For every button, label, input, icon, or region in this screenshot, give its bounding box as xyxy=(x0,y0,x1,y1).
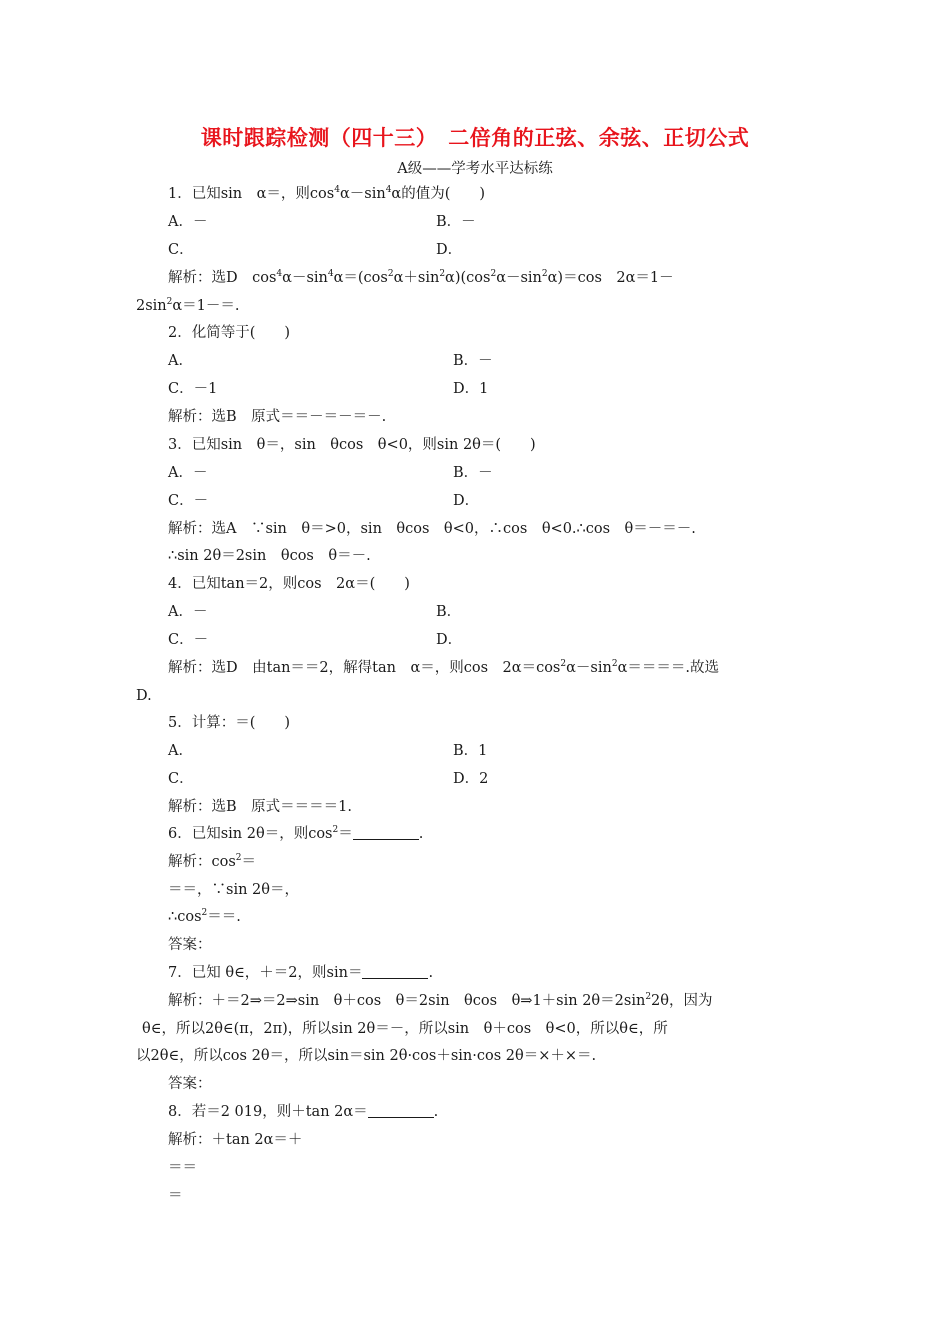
q1-option-b: B．－ xyxy=(436,214,476,230)
q1-stem: 1．已知sin α＝，则$\cos^4\alpha-\sin^4\alpha$的值为( ) xyxy=(168,185,486,202)
q5-solution: 解析：选B 原式＝＝＝＝1. xyxy=(168,799,352,815)
q2-option-b: B．－ xyxy=(453,353,493,369)
q7-answer-label: 答案： xyxy=(168,1076,212,1092)
q6-solution-line2: ＝＝，∵sin 2θ＝， xyxy=(168,882,299,898)
q2-option-c: C．－1 xyxy=(168,381,218,397)
q2-stem: 2．化简等于( ) xyxy=(168,325,291,341)
q4-solution: 解析：选D 由tan＝＝2，解得tan α＝，则cos $2\alpha=\cos^2\alpha-\sin^2\alpha====$.故选 xyxy=(168,659,719,676)
q1-option-a: A．－ xyxy=(168,214,208,230)
q6-answer-blank xyxy=(353,827,419,840)
q7-solution-line3: 以2θ∈，所以cos 2θ＝，所以sin＝sin 2θ·cos＋sin·cos 2θ＝×＋×＝. xyxy=(136,1048,597,1064)
q1-option-c: C． xyxy=(168,242,194,258)
q7-stem: 7．已知 θ∈，＋＝2，则sin＝ . xyxy=(168,965,434,981)
q2-option-a: A． xyxy=(168,353,193,369)
q1-solution: 解析：选D $\cos^4\alpha-\sin^4\alpha=(\cos^2\alpha+\sin^2\alpha)(\cos^2\alpha-\sin^2\alpha)=\cos$ 2α＝1－ xyxy=(168,269,674,286)
q6-stem: 6．已知sin 2θ＝，则$\cos^2=$ . xyxy=(168,825,424,842)
q5-option-c: C． xyxy=(168,771,194,787)
q6-solution: 解析：$\cos^2=$ xyxy=(168,853,257,870)
q3-stem: 3．已知sin θ＝，sin θcos θ<0，则sin 2θ＝( ) xyxy=(168,437,536,453)
q7-answer-blank xyxy=(362,966,428,979)
q5-option-a: A． xyxy=(168,743,193,759)
q5-option-d: D．2 xyxy=(453,771,489,787)
q8-solution: 解析：＋tan 2α＝＋ xyxy=(168,1132,303,1148)
q4-option-a: A．－ xyxy=(168,604,208,620)
q5-stem: 5．计算：＝( ) xyxy=(168,715,291,731)
q4-option-b: B． xyxy=(436,604,462,620)
section-subtitle: A级——学考水平达标练 xyxy=(397,161,553,177)
q4-option-c: C．－ xyxy=(168,632,209,648)
q6-answer-label: 答案： xyxy=(168,937,212,953)
q3-option-d: D． xyxy=(453,493,480,509)
q3-option-b: B．－ xyxy=(453,465,493,481)
q3-option-a: A．－ xyxy=(168,465,208,481)
q2-option-d: D．1 xyxy=(453,381,489,397)
q5-option-b: B．1 xyxy=(453,743,488,759)
q2-solution: 解析：选B 原式＝＝－＝－＝－. xyxy=(168,409,387,425)
q3-solution-cont: ∴sin 2θ＝2sin θcos θ＝－. xyxy=(168,548,371,564)
q8-stem: 8．若＝2 019，则＋tan 2α＝ . xyxy=(168,1104,439,1120)
q7-solution: 解析：＋＝2⇒＝2⇒sin θ＋cos θ＝2sin θcos θ⇒1＋sin $2\theta=2\sin^22\theta$，因为 xyxy=(168,992,713,1009)
q8-answer-blank xyxy=(368,1105,434,1118)
q4-solution-cont: D. xyxy=(136,688,152,704)
q1-option-d: D． xyxy=(436,242,463,258)
q3-option-c: C．－ xyxy=(168,493,209,509)
q1-solution-cont: $2\sin^2\alpha=1-=$. xyxy=(136,297,240,314)
q4-option-d: D． xyxy=(436,632,463,648)
q4-stem: 4．已知tan＝2，则cos 2α＝( ) xyxy=(168,576,410,592)
q8-solution-line2: ＝＝ xyxy=(168,1160,197,1176)
q6-solution-line3: $\therefore\cos^2==$. xyxy=(168,908,241,925)
page-title: 课时跟踪检测（四十三） 二倍角的正弦、余弦、正切公式 xyxy=(200,125,750,150)
q7-solution-line2: θ∈，所以2θ∈(π，2π)，所以sin 2θ＝－，所以sin θ＋cos θ<0，所以θ∈，所 xyxy=(142,1021,668,1037)
q3-solution: 解析：选A ∵sin θ＝>0，sin θcos θ<0，∴cos θ<0.∴cos θ＝－＝－. xyxy=(168,521,696,537)
q8-solution-line3: ＝ xyxy=(168,1188,183,1204)
